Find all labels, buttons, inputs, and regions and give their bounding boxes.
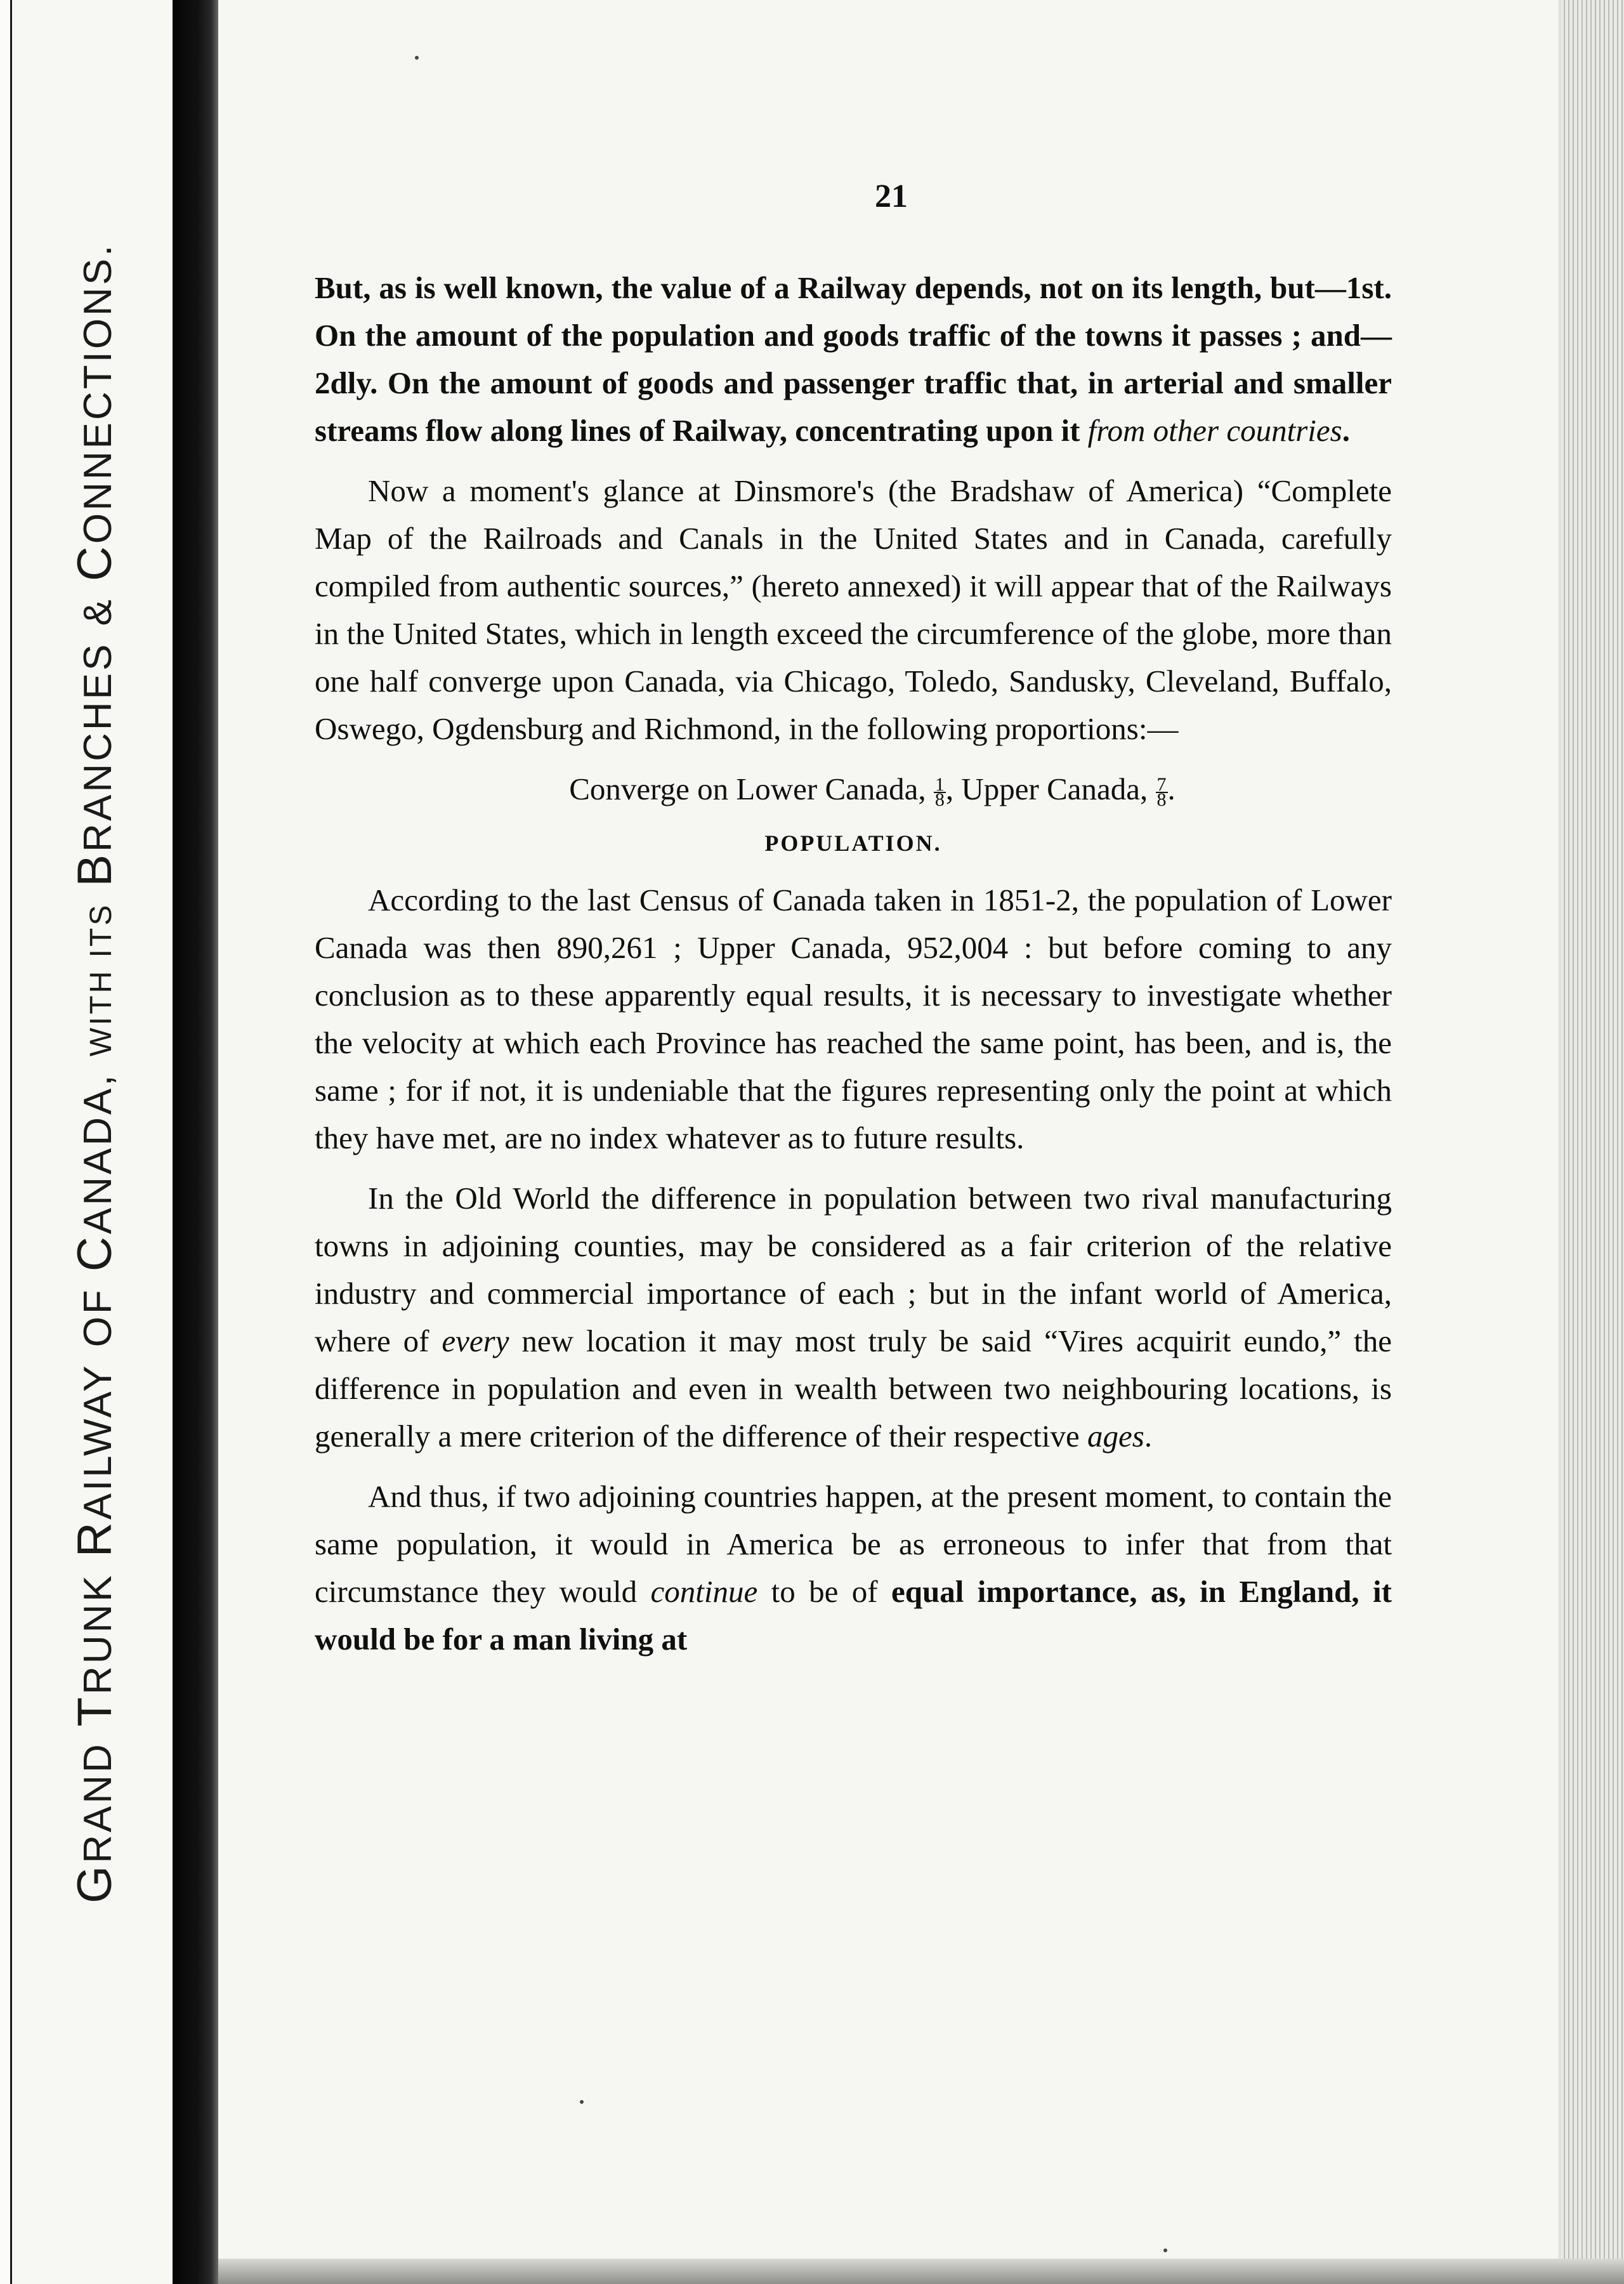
emphasis-text: from other countries <box>1087 413 1342 448</box>
spine-word: ANADA, <box>76 1072 120 1235</box>
binding-gutter-shadow <box>173 0 218 2284</box>
spine-word: C <box>68 1234 122 1272</box>
page-text <box>315 178 1392 1676</box>
spine-word: R <box>68 1519 122 1558</box>
paper-speck <box>415 56 419 60</box>
paragraph-adjoining-countries <box>315 1473 1392 1663</box>
paragraph-text: But, as is well known, the value of a Railway depends, not on its length, but—1st. On the amount of the population and goods traffic of the towns it passes ; and—2dly. On the amount of goods and passenger traffic that, in arterial and smaller streams flow along lines of Railway, concentrating upon it <box>315 270 1392 448</box>
spine-word: B <box>68 851 122 887</box>
page-bottom-shadow <box>218 2259 1624 2284</box>
spine-word: & <box>76 597 120 626</box>
paragraph-census: According to the last Census of Canada taken in 1851-2, the population of Lower Canada was then 890,261 ; Upper Canada, 952,004 : but before coming to any conclusion as to these apparently equal results, it is necessary to investigate whether the velocity at which each Province has reached the same point, has been, and is, the same ; for if not, it is undeniable that the figures representing only the point at which they have met, are no index whatever as to future results. <box>315 883 1392 1155</box>
paper-speck <box>580 2100 584 2104</box>
spine-word: AILWAY <box>76 1363 120 1520</box>
paragraph-value-of-railway <box>315 264 1392 454</box>
converge-upper-label: , Upper Canada, <box>945 771 1156 806</box>
paragraph-text: new location it may most truly be said “Vires acquirit eundo,” the difference in population and even in wealth between two neighbouring locations, is generally a mere criterion of the difference of their respective <box>315 1323 1392 1454</box>
fraction-upper <box>1156 773 1168 810</box>
converge-end: . <box>1167 771 1175 806</box>
spine-word: OF <box>76 1287 120 1348</box>
emphasis-text: continue <box>650 1574 758 1609</box>
spine-word: C <box>68 544 122 582</box>
spine-word: WITH ITS <box>84 902 118 1057</box>
converge-proportions <box>315 765 1392 813</box>
paper-speck <box>1163 2248 1167 2252</box>
paragraph-text: In the Old World the difference in population between two rival manufacturing towns in adjoining counties, may be considered as a fair criterion of the relative industry and commercial importance of each ; but in the infant world of America, where of <box>315 1181 1392 1358</box>
page-number: 21 <box>875 178 908 214</box>
fraction-denominator: 8 <box>934 789 945 810</box>
emphasis-text: ages <box>1087 1419 1144 1454</box>
section-heading-population: POPULATION. <box>764 830 942 856</box>
fraction-numerator: 7 <box>1156 773 1167 795</box>
paragraph-text: And thus, if two adjoining countries happen, at the present moment, to contain the same population, it would in America be as erroneous to infer that from that circumstance they would <box>315 1479 1392 1609</box>
spine-word: ONNECTIONS. <box>76 242 120 544</box>
paragraph-text: . <box>1342 413 1350 448</box>
fraction-lower <box>934 773 946 810</box>
foldout-spine <box>0 0 173 2284</box>
paragraph-old-world <box>315 1174 1392 1460</box>
spine-word: RAND <box>76 1742 120 1863</box>
fraction-denominator: 8 <box>1156 789 1167 810</box>
spine-title <box>60 242 130 1903</box>
page-stack-edge <box>1561 0 1624 2284</box>
paragraph-dinsmore-map: Now a moment's glance at Dinsmore's (the Bradshaw of America) “Complete Map of the Railroads and Canals in the United States and in Canada, carefully compiled from authentic sources,” (hereto annexed) it will appear that of the Railways in the United States, which in length exceed the circumference of the globe, more than one half converge upon Canada, via Chicago, Toledo, Sandusky, Cleveland, Buffalo, Oswego, Ogdensburg and Richmond, in the following proportions:— <box>315 473 1392 746</box>
fraction-numerator: 1 <box>934 773 945 795</box>
paragraph-text: to be of <box>757 1574 891 1609</box>
spine-word: T <box>68 1695 122 1727</box>
spine-edge-rule <box>0 0 12 2284</box>
emphasis-text: every <box>442 1323 509 1358</box>
spine-word: RANCHES <box>76 641 120 852</box>
spine-word: G <box>68 1863 122 1903</box>
paragraph-text: equal importance, as, in England, it would be for a man living at <box>315 1574 1392 1657</box>
converge-lower-label: Converge on Lower Canada, <box>569 771 934 806</box>
paragraph-text: . <box>1144 1419 1153 1454</box>
spine-word: RUNK <box>76 1573 120 1695</box>
